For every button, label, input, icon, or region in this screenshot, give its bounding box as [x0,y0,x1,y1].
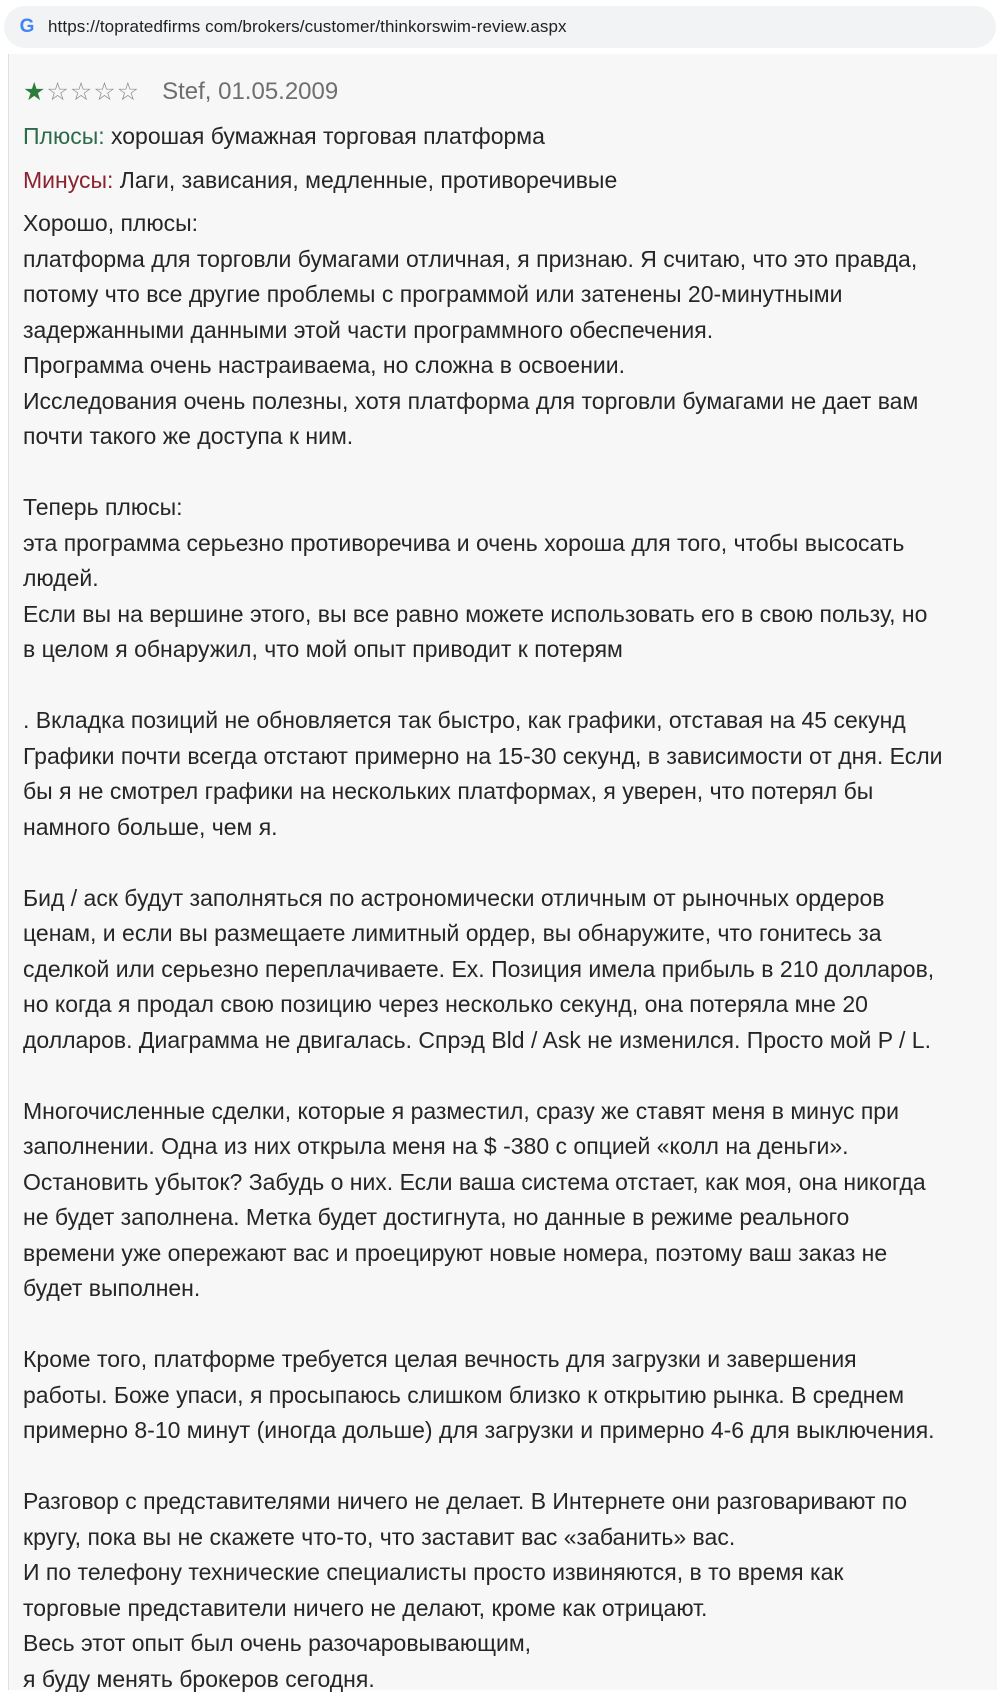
review-body [23,206,983,1697]
review-text-line: долларов. Диаграмма не двигалась. Спрэд Bld / Ask не изменился. Просто мой P / L. [23,1023,983,1059]
review-text-line: Разговор с представителями ничего не делает. В Интернете они разговаривают по [23,1484,983,1520]
review-text-line: сделкой или серьезно переплачиваете. Ex. Позиция имела прибыль в 210 долларов, [23,952,983,988]
review-text-line: эта программа серьезно противоречива и очень хороша для того, чтобы высосать [23,526,983,562]
review-text-line: но когда я продал свою позицию через несколько секунд, она потеряла мне 20 [23,987,983,1023]
review-text-line: . Вкладка позиций не обновляется так быстро, как графики, отставая на 45 секунд [23,703,983,739]
rating-line [23,74,983,110]
review-text-line: бы я не смотрел графики на нескольких платформах, я уверен, что потерял бы [23,774,983,810]
review-card [23,74,983,1697]
address-bar[interactable] [4,6,996,48]
pros-line [23,118,983,154]
review-text-line: Многочисленные сделки, которые я разместил, сразу же ставят меня в минус при [23,1094,983,1130]
review-paragraph [23,490,983,668]
review-paragraph [23,1484,983,1697]
review-text-line: Хорошо, плюсы: [23,206,983,242]
review-text-line: работы. Боже упаси, я просыпаюсь слишком близко к открытию рынка. В среднем [23,1378,983,1414]
filled-star-icon: ★ [23,78,46,106]
review-paragraph [23,206,983,455]
review-text-line: ценам, и если вы размещаете лимитный ордер, вы обнаружите, что гонитесь за [23,916,983,952]
pros-text: хорошая бумажная торговая платформа [105,123,545,149]
review-paragraph [23,1094,983,1307]
cons-label: Минусы: [23,167,113,193]
review-text-line: Графики почти всегда отстают примерно на 15-30 секунд, в зависимости от дня. Если [23,739,983,775]
empty-star-icons: ☆☆☆☆ [46,78,140,106]
review-text-line: платформа для торговли бумагами отличная, я признаю. Я считаю, что это правда, [23,242,983,278]
review-text-line: Теперь плюсы: [23,490,983,526]
review-page [8,54,997,1690]
review-text-line: Бид / аск будут заполняться по астрономически отличным от рыночных ордеров [23,881,983,917]
review-paragraph [23,703,983,845]
review-text-line: почти такого же доступа к ним. [23,419,983,455]
review-text-line: времени уже опережают вас и проецируют новые номера, поэтому ваш заказ не [23,1236,983,1272]
review-text-line: И по телефону технические специалисты просто извиняются, в то время как [23,1555,983,1591]
review-text-line: Кроме того, платформе требуется целая вечность для загрузки и завершения [23,1342,983,1378]
review-text-line: потому что все другие проблемы с программой или затенены 20-минутными [23,277,983,313]
review-text-line: в целом я обнаружил, что мой опыт приводит к потерям [23,632,983,668]
review-text-line: торговые представители ничего не делают, кроме как отрицают. [23,1591,983,1627]
review-text-line: кругу, пока вы не скажете что-то, что заставит вас «забанить» вас. [23,1520,983,1556]
google-g-icon: G [16,16,38,38]
review-text-line: я буду менять брокеров сегодня. [23,1662,983,1697]
review-text-line: Программа очень настраиваема, но сложна в освоении. [23,348,983,384]
review-text-line: заполнении. Одна из них открыла меня на $ -380 с опцией «колл на деньги». [23,1129,983,1165]
review-text-line: не будет заполнена. Метка будет достигнута, но данные в режиме реального [23,1200,983,1236]
review-text-line: намного больше, чем я. [23,810,983,846]
review-paragraph [23,881,983,1059]
star-rating [23,80,140,105]
review-text-line: людей. [23,561,983,597]
review-text-line: Остановить убыток? Забудь о них. Если ваша система отстает, как моя, она никогда [23,1165,983,1201]
url-text[interactable]: https://topratedfirms com/brokers/customer/thinkorswim-review.aspx [48,17,567,37]
review-text-line: будет выполнен. [23,1271,983,1307]
pros-label: Плюсы: [23,123,105,149]
review-author-date: Stef, 01.05.2009 [162,78,338,106]
review-text-line: Исследования очень полезны, хотя платформа для торговли бумагами не дает вам [23,384,983,420]
review-text-line: Весь этот опыт был очень разочаровывающим, [23,1626,983,1662]
review-text-line: Если вы на вершине этого, вы все равно можете использовать его в свою пользу, но [23,597,983,633]
cons-line [23,162,983,198]
review-text-line: задержанными данными этой части программного обеспечения. [23,313,983,349]
review-text-line: примерно 8-10 минут (иногда дольше) для загрузки и примерно 4-6 для выключения. [23,1413,983,1449]
cons-text: Лаги, зависания, медленные, противоречивые [113,167,617,193]
review-paragraph [23,1342,983,1449]
